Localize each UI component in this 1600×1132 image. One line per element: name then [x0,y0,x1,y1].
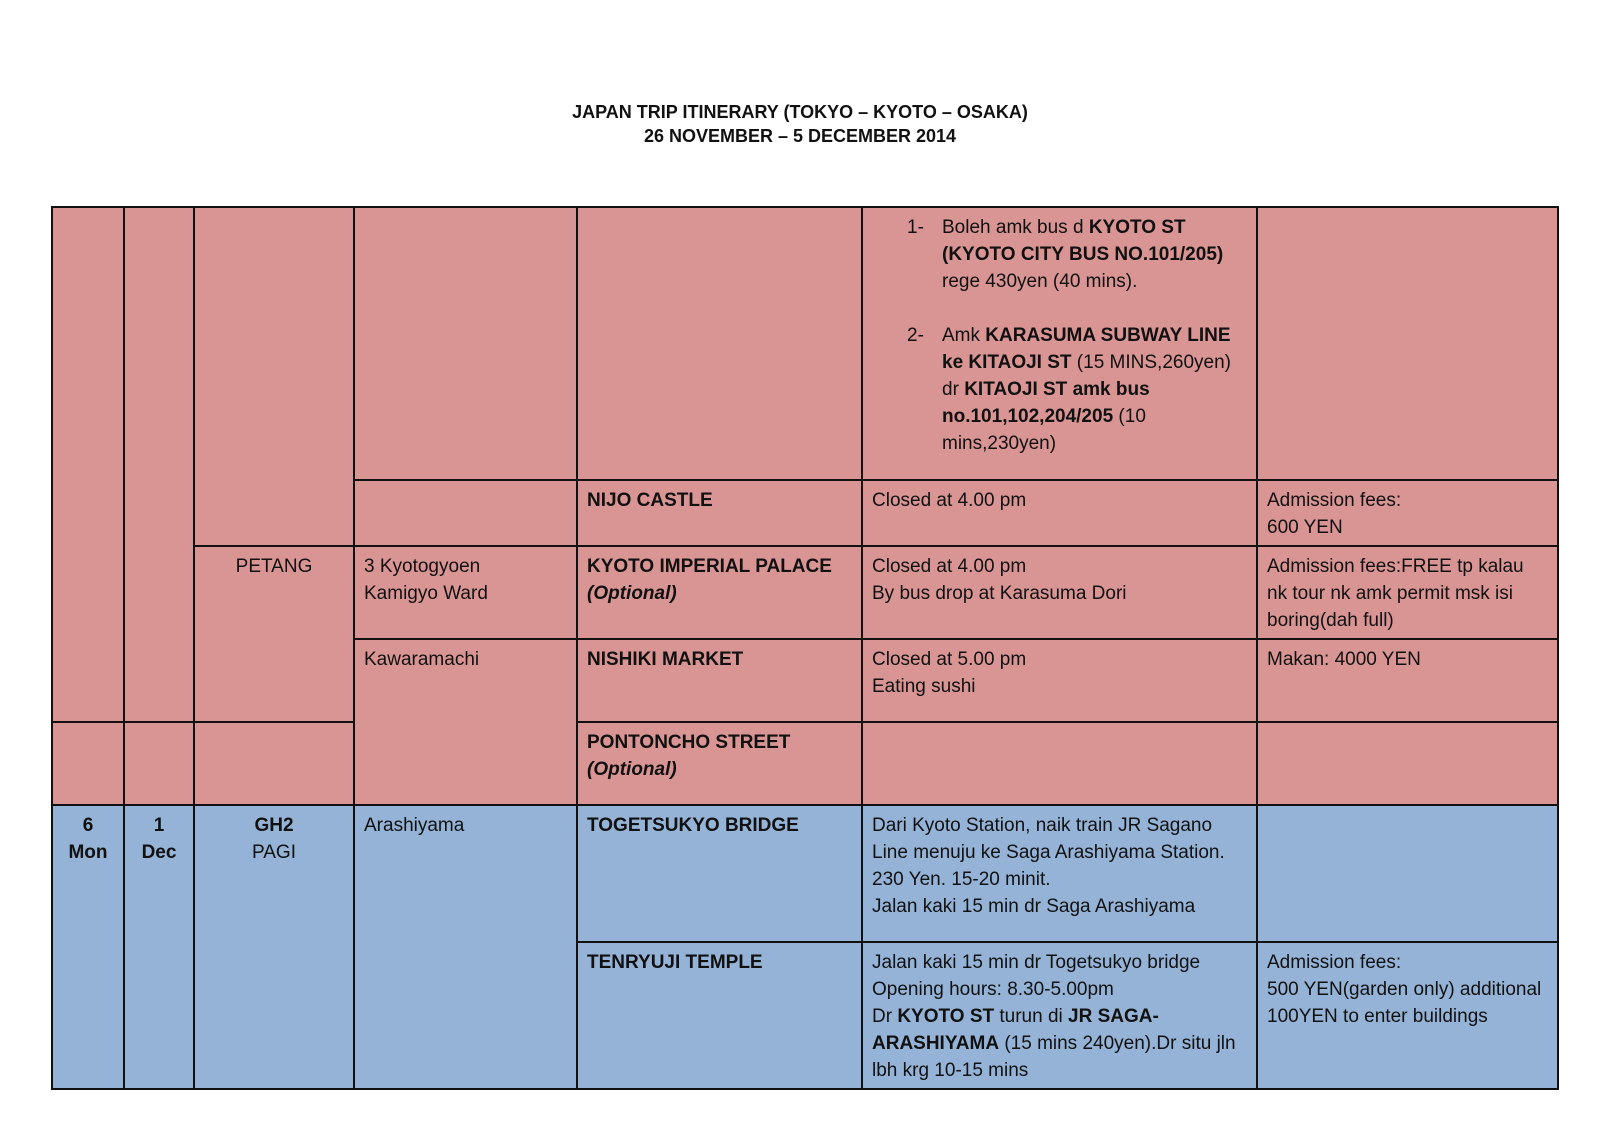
location-cell: Arashiyama [354,805,577,1089]
list-item: 1- Boleh amk bus d KYOTO ST (KYOTO CITY BUS NO.101/205) rege 430yen (40 mins). [907,217,1224,292]
transport-options-list [872,214,1247,457]
document-title [0,100,1600,148]
table-row [52,546,1558,639]
location-cell: Kawaramachi [354,639,577,805]
place-cell [577,207,862,480]
table-row [52,722,1558,805]
place-cell: TENRYUJI TEMPLE [577,942,862,1089]
details-cell: Closed at 5.00 pm Eating sushi [862,639,1257,722]
time-cell: GH2 PAGI [194,805,354,1089]
place-cell: PONTONCHO STREET (Optional) [577,722,862,805]
details-cell [862,207,1257,480]
notes-cell [1257,207,1558,480]
details-cell: Dari Kyoto Station, naik train JR Sagano Line menuju ke Saga Arashiyama Station. 230 Yen. 15-20 minit. Jalan kaki 15 min dr Saga Arashiyama [862,805,1257,942]
time-cell [194,207,354,546]
day-cell [52,722,124,805]
time-cell [194,722,354,805]
location-cell [354,480,577,546]
date-cell: 1 Dec [124,805,194,1089]
notes-cell [1257,805,1558,942]
table-row [52,805,1558,942]
place-cell: NISHIKI MARKET [577,639,862,722]
details-cell: Closed at 4.00 pm By bus drop at Karasuma Dori [862,546,1257,639]
details-cell: Jalan kaki 15 min dr Togetsukyo bridge Opening hours: 8.30-5.00pm Dr KYOTO ST turun di JR SAGA-ARASHIYAMA (15 mins 240yen).Dr situ jln lbh krg 10-15 mins [862,942,1257,1089]
date-cell [124,722,194,805]
date-cell [124,207,194,722]
title-line-2: 26 NOVEMBER – 5 DECEMBER 2014 [643,126,957,146]
table-row [52,207,1558,480]
notes-cell [1257,722,1558,805]
day-cell [52,207,124,722]
place-cell: TOGETSUKYO BRIDGE [577,805,862,942]
details-cell: Closed at 4.00 pm [862,480,1257,546]
location-cell: 3 Kyotogyoen Kamigyo Ward [354,546,577,639]
title-line-1: JAPAN TRIP ITINERARY (TOKYO – KYOTO – OSAKA) [572,102,1028,122]
time-cell: PETANG [194,546,354,722]
place-cell: KYOTO IMPERIAL PALACE (Optional) [577,546,862,639]
itinerary-table [51,206,1559,1090]
details-cell [862,722,1257,805]
notes-cell: Admission fees:FREE tp kalau nk tour nk amk permit msk isi boring(dah full) [1257,546,1558,639]
day-cell: 6 Mon [52,805,124,1089]
notes-cell: Makan: 4000 YEN [1257,639,1558,722]
notes-cell: Admission fees: 500 YEN(garden only) additional 100YEN to enter buildings [1257,942,1558,1089]
location-cell [354,207,577,480]
notes-cell: Admission fees: 600 YEN [1257,480,1558,546]
list-item: 2- Amk KARASUMA SUBWAY LINE ke KITAOJI ST (15 MINS,260yen) dr KITAOJI ST amk bus no.101,102,204/205 (10 mins,230yen) [907,325,1231,454]
place-cell: NIJO CASTLE [577,480,862,546]
